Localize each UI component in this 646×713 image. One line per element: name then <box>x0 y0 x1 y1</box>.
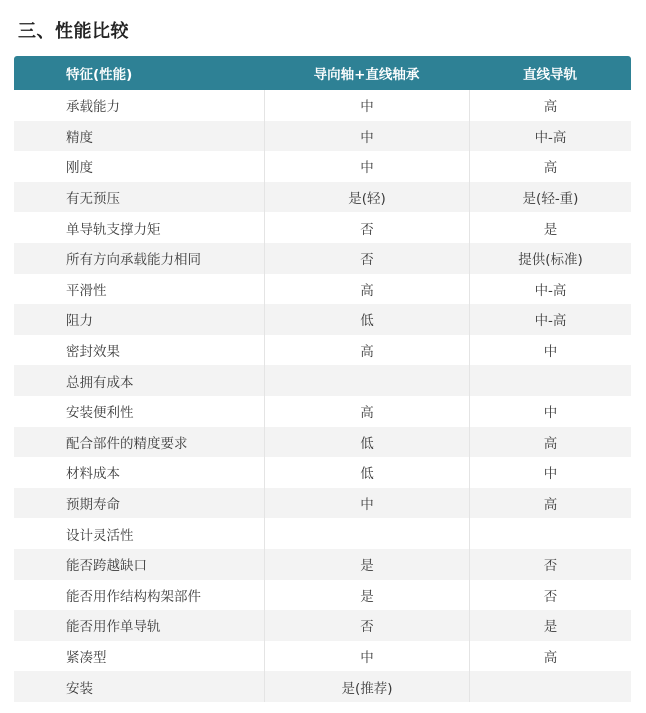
feature-cell: 承载能力 <box>66 99 120 116</box>
table-row <box>14 671 631 702</box>
table-row <box>14 212 631 243</box>
table-row <box>14 396 631 427</box>
feature-cell: 紧凑型 <box>66 649 107 666</box>
linear-guide-cell <box>469 365 631 396</box>
shaft-bearing-cell: 高 <box>264 335 469 366</box>
feature-cell: 总拥有成本 <box>66 374 134 391</box>
table-row <box>14 641 631 672</box>
shaft-bearing-cell: 是 <box>264 580 469 611</box>
table-row <box>14 365 631 396</box>
header-feature: 特征(性能) <box>66 67 133 83</box>
shaft-bearing-cell: 低 <box>264 304 469 335</box>
table-row <box>14 488 631 519</box>
feature-cell: 安装便利性 <box>66 405 134 422</box>
linear-guide-cell: 中 <box>469 396 631 427</box>
feature-cell: 单导轨支撑力矩 <box>66 221 161 238</box>
linear-guide-cell: 提供(标准) <box>469 243 631 274</box>
feature-cell: 能否用作结构构架部件 <box>66 588 201 605</box>
table-body <box>14 90 631 702</box>
section-title: 三、性能比较 <box>18 21 129 42</box>
linear-guide-cell: 中-高 <box>469 121 631 152</box>
header-shaft-bearing: 导向轴+直线轴承 <box>313 67 420 83</box>
table-row <box>14 518 631 549</box>
linear-guide-cell: 高 <box>469 488 631 519</box>
shaft-bearing-cell: 否 <box>264 243 469 274</box>
linear-guide-cell <box>469 518 631 549</box>
linear-guide-cell: 中-高 <box>469 304 631 335</box>
feature-cell: 能否跨越缺口 <box>66 558 147 575</box>
table-row <box>14 121 631 152</box>
feature-cell: 设计灵活性 <box>66 527 134 544</box>
table-row <box>14 304 631 335</box>
header-linear-guide: 直线导轨 <box>523 67 577 83</box>
linear-guide-cell: 是 <box>469 610 631 641</box>
table-row <box>14 151 631 182</box>
shaft-bearing-cell: 低 <box>264 457 469 488</box>
linear-guide-cell: 中-高 <box>469 274 631 305</box>
feature-cell: 配合部件的精度要求 <box>66 435 188 452</box>
feature-cell: 有无预压 <box>66 191 120 208</box>
feature-cell: 阻力 <box>66 313 93 330</box>
table-row <box>14 90 631 121</box>
shaft-bearing-cell: 是(推荐) <box>264 671 469 702</box>
shaft-bearing-cell: 是 <box>264 549 469 580</box>
table-row <box>14 182 631 213</box>
linear-guide-cell <box>469 671 631 702</box>
feature-cell: 预期寿命 <box>66 497 120 514</box>
table-row <box>14 427 631 458</box>
shaft-bearing-cell: 中 <box>264 121 469 152</box>
shaft-bearing-cell: 中 <box>264 151 469 182</box>
feature-cell: 材料成本 <box>66 466 120 483</box>
shaft-bearing-cell <box>264 365 469 396</box>
linear-guide-cell: 否 <box>469 549 631 580</box>
feature-cell: 能否用作单导轨 <box>66 619 161 636</box>
feature-cell: 精度 <box>66 129 93 146</box>
shaft-bearing-cell: 中 <box>264 488 469 519</box>
linear-guide-cell: 是(轻-重) <box>469 182 631 213</box>
feature-cell: 刚度 <box>66 160 93 177</box>
shaft-bearing-cell: 中 <box>264 641 469 672</box>
table-row <box>14 610 631 641</box>
feature-cell: 安装 <box>66 680 93 697</box>
shaft-bearing-cell: 中 <box>264 90 469 121</box>
shaft-bearing-cell: 高 <box>264 396 469 427</box>
table-row <box>14 549 631 580</box>
feature-cell: 所有方向承载能力相同 <box>66 252 201 269</box>
table-row <box>14 274 631 305</box>
feature-cell: 密封效果 <box>66 344 120 361</box>
table-row <box>14 335 631 366</box>
table-row <box>14 243 631 274</box>
shaft-bearing-cell: 否 <box>264 212 469 243</box>
linear-guide-cell: 中 <box>469 457 631 488</box>
linear-guide-cell: 高 <box>469 427 631 458</box>
linear-guide-cell: 高 <box>469 641 631 672</box>
linear-guide-cell: 是 <box>469 212 631 243</box>
shaft-bearing-cell: 高 <box>264 274 469 305</box>
linear-guide-cell: 否 <box>469 580 631 611</box>
shaft-bearing-cell: 否 <box>264 610 469 641</box>
shaft-bearing-cell: 是(轻) <box>264 182 469 213</box>
shaft-bearing-cell: 低 <box>264 427 469 458</box>
table-header <box>14 56 631 90</box>
shaft-bearing-cell <box>264 518 469 549</box>
linear-guide-cell: 高 <box>469 90 631 121</box>
linear-guide-cell: 中 <box>469 335 631 366</box>
feature-cell: 平滑性 <box>66 282 107 299</box>
table-row <box>14 457 631 488</box>
linear-guide-cell: 高 <box>469 151 631 182</box>
table-row <box>14 580 631 611</box>
performance-comparison-table <box>14 56 631 702</box>
